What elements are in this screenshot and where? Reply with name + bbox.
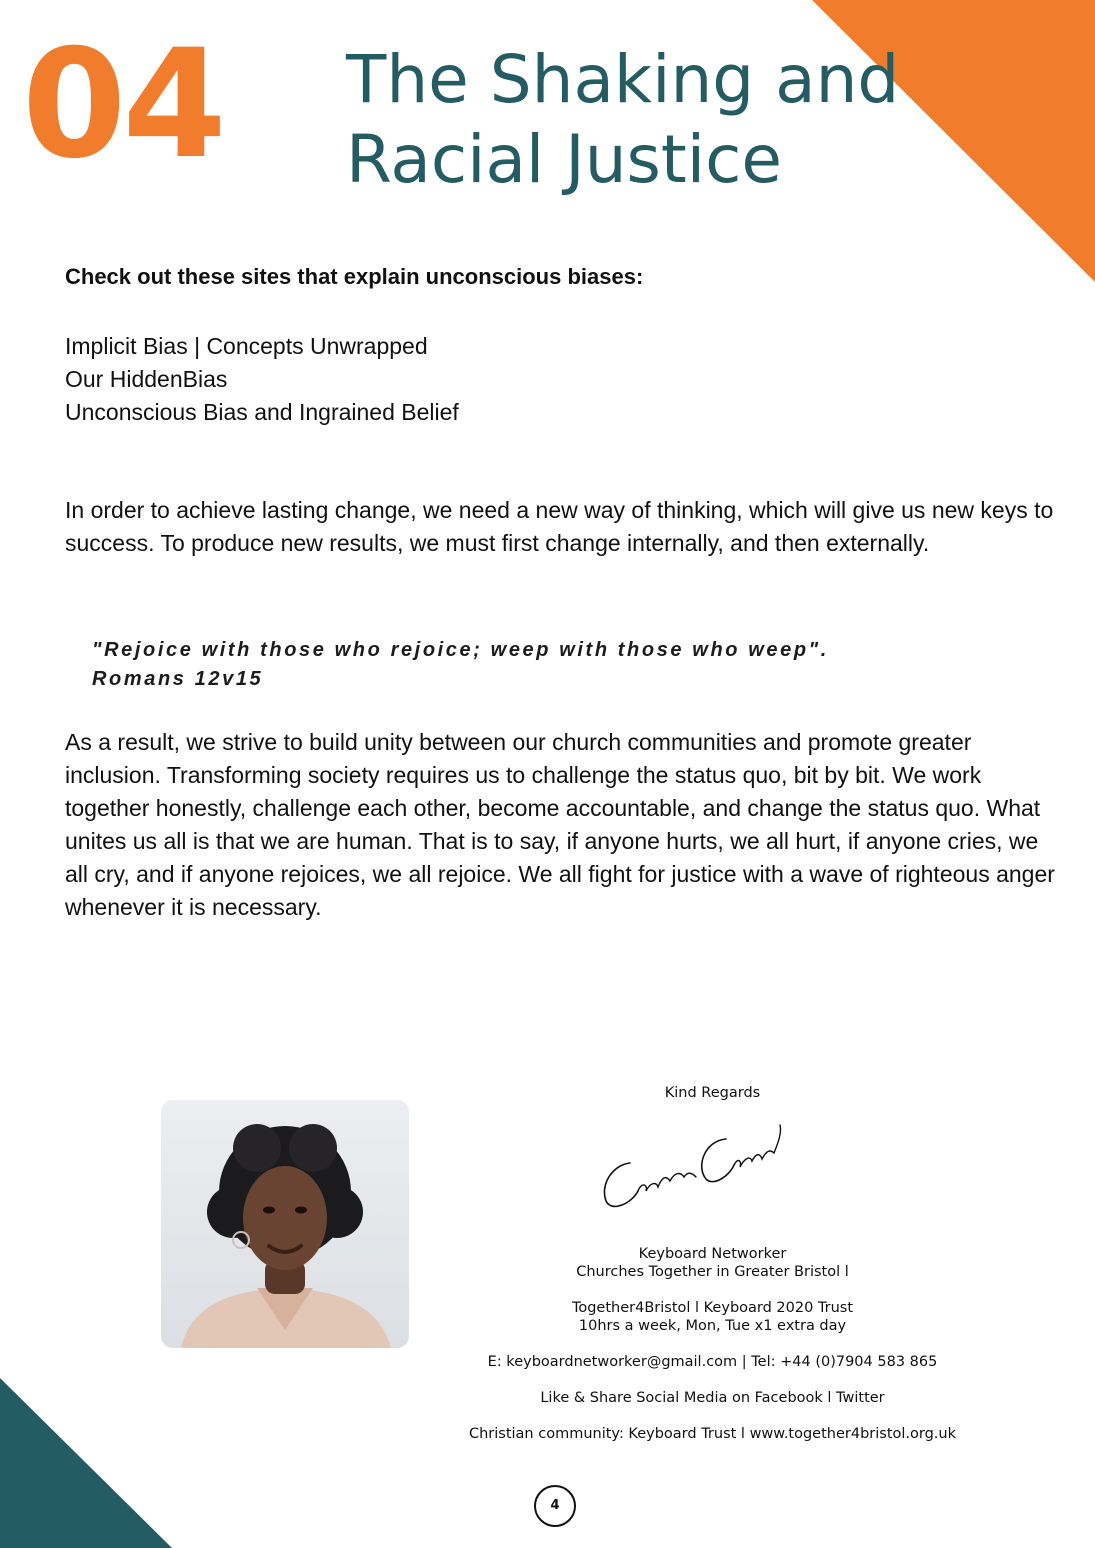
handwritten-signature [592,1115,792,1215]
chapter-title [346,40,906,200]
chapter-title-line-2: Racial Justice [346,121,783,198]
sites-list [65,330,459,429]
contact-line[interactable]: E: keyboardnetworker@gmail.com | Tel: +44 (0)7904 583 865 [487,1354,938,1370]
page-number-badge: 4 [534,1485,576,1527]
sites-heading: Check out these sites that explain unconscious biases: [65,264,644,289]
author-organisation [440,1299,985,1335]
body-paragraph-1: In order to achieve lasting change, we need a new way of thinking, which will give us new keys to success. To produce new results, we must first change internally, and then externally. [65,497,1054,556]
quote-text: "Rejoice with those who rejoice; weep with those who weep". [92,639,829,661]
bottom-left-teal-triangle [0,1370,180,1548]
role-line-1: Keyboard Networker [638,1246,787,1262]
site-link-unconscious-bias[interactable]: Unconscious Bias and Ingrained Belief [65,399,459,425]
body-paragraph-2: As a result, we strive to build unity between our church communities and promote greater inclusion. Transforming society requires us to challenge the status quo, bit by bit. We work together honestly, challenge each other, become accountable, and change the status quo. What unites us all is that we are human. That is to say, if anyone hurts, we all hurt, if anyone cries, we all cry, and if anyone rejoices, we all rejoice. We all fight for justice with a wave of righteous anger whenever it is necessary. [65,729,1055,920]
scripture-quote [92,636,829,694]
chapter-number: 04 [22,18,223,192]
portrait-illustration [161,1100,409,1348]
greeting: Kind Regards [664,1085,761,1101]
org-line-1: Together4Bristol l Keyboard 2020 Trust [571,1300,854,1316]
author-role [440,1245,985,1281]
quote-reference: Romans 12v15 [92,668,264,690]
org-line-2: 10hrs a week, Mon, Tue x1 extra day [578,1318,847,1334]
author-photo [161,1100,409,1348]
chapter-title-line-1: The Shaking and [346,41,900,118]
role-line-2: Churches Together in Greater Bristol l [576,1264,849,1280]
site-link-hidden-bias[interactable]: Our HiddenBias [65,366,228,392]
community-line[interactable]: Christian community: Keyboard Trust l www.together4bristol.org.uk [468,1426,957,1442]
social-media-line[interactable]: Like & Share Social Media on Facebook l Twitter [540,1390,885,1406]
site-link-implicit-bias[interactable]: Implicit Bias | Concepts Unwrapped [65,333,428,359]
